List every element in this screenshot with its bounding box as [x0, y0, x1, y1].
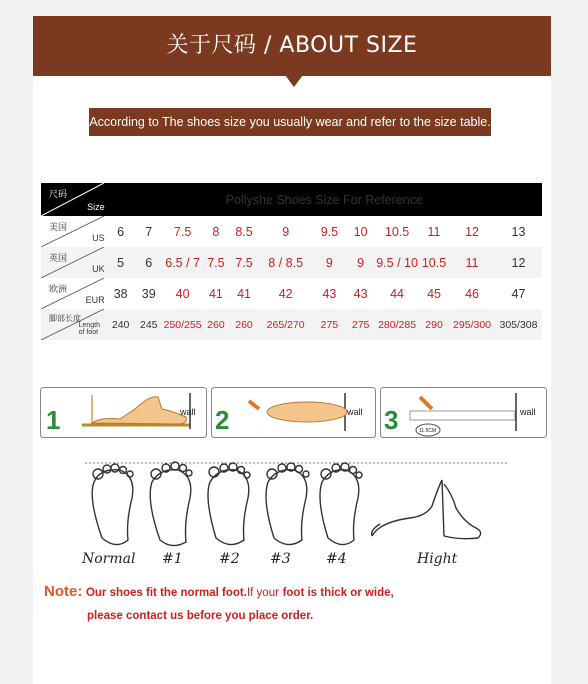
size-cell: 47	[511, 286, 526, 301]
row-header	[41, 278, 107, 309]
size-cell: 9	[282, 224, 290, 239]
size-cell: 260	[202, 309, 229, 340]
size-cell: 12	[495, 247, 542, 278]
size-cell: 41	[237, 286, 251, 301]
table-row	[41, 309, 542, 340]
foot-label-1: #1	[162, 551, 183, 567]
step-1-number: 1	[46, 405, 61, 435]
table-corner	[41, 183, 107, 216]
foot-label-3: #3	[270, 551, 291, 567]
foot-types-drawing	[80, 458, 520, 558]
size-cell: 12	[465, 224, 479, 239]
row-label-en: Length of foot	[78, 322, 101, 336]
size-cell: 9	[313, 247, 346, 278]
size-cell: 305/308	[495, 309, 542, 340]
step-1-panel	[40, 387, 208, 439]
foot-label-4: #4	[326, 551, 347, 567]
size-cell: 7.5	[202, 247, 229, 278]
note-text-c: foot is thick or wide,	[282, 587, 394, 599]
note-text-b: If your	[246, 587, 279, 599]
row-label-en: US	[92, 233, 105, 243]
step-3-badge: 11.5CM	[419, 428, 437, 434]
foot-label-normal: Normal	[82, 551, 136, 567]
size-cell: 9.5	[320, 224, 339, 239]
row-label-zh: 脚部长度	[49, 314, 81, 323]
step-3-number: 3	[384, 405, 399, 435]
size-cell: 7.5	[229, 247, 258, 278]
note-line-2: please contact us before you place order.	[87, 610, 314, 622]
size-cell: 42	[278, 286, 293, 301]
size-cell: 40	[175, 286, 190, 301]
size-cell: 7.5	[173, 224, 192, 239]
size-cell: 43	[353, 286, 368, 301]
table-title: Pollyshe Shoes Size For Reference	[107, 183, 542, 216]
size-table	[41, 183, 542, 340]
size-cell: 260	[229, 309, 258, 340]
size-cell: 7	[145, 224, 153, 239]
step-3-panel	[380, 387, 548, 439]
size-cell: 6	[135, 247, 163, 278]
note	[44, 583, 394, 600]
step-2-panel	[211, 387, 377, 439]
size-cell: 295/300	[449, 309, 495, 340]
note-text-a: Our shoes fit the normal foot.	[85, 587, 247, 599]
corner-label-en: Size	[87, 202, 105, 212]
size-cell: 245	[135, 309, 163, 340]
size-cell: 290	[419, 309, 449, 340]
row-label-zh: 欧洲	[49, 284, 68, 294]
table-row	[41, 247, 542, 278]
row-header	[41, 309, 107, 340]
header-title: 关于尺码 / ABOUT SIZE	[166, 33, 418, 58]
table-row	[41, 216, 542, 247]
size-cell: 45	[427, 286, 441, 301]
size-cell: 44	[390, 286, 405, 301]
row-label-en: UK	[92, 264, 105, 274]
size-cell: 6.5 / 7	[163, 247, 203, 278]
foot-label-hight: Hight	[417, 551, 458, 567]
size-cell: 9	[346, 247, 375, 278]
size-cell: 8 / 8.5	[259, 247, 313, 278]
size-cell: 11	[449, 247, 495, 278]
step-2-number: 2	[215, 405, 230, 435]
row-label-zh: 美国	[49, 222, 68, 232]
size-cell: 5	[107, 247, 135, 278]
size-cell: 10.5	[419, 247, 449, 278]
size-cell: 43	[322, 286, 337, 301]
step-1-wall: wall	[180, 407, 196, 417]
size-cell: 280/285	[375, 309, 419, 340]
size-cell: 265/270	[259, 309, 313, 340]
size-cell: 46	[465, 286, 479, 301]
section-header	[33, 16, 551, 76]
foot-label-2: #2	[219, 551, 240, 567]
row-header	[41, 216, 107, 247]
step-2-wall: wall	[347, 407, 363, 417]
size-cell: 9.5 / 10	[375, 247, 419, 278]
size-cell: 11	[427, 224, 441, 239]
size-cell: 6	[117, 224, 125, 239]
instruction-banner: According to The shoes size you usually wear and refer to the size table.	[89, 108, 491, 136]
size-cell: 41	[208, 286, 223, 301]
size-cell: 250/255	[163, 309, 203, 340]
row-header	[41, 247, 107, 278]
corner-label-zh: 尺码	[49, 189, 68, 199]
size-cell: 10	[353, 224, 368, 239]
size-cell: 10.5	[384, 224, 410, 239]
table-row	[41, 278, 542, 309]
note-label: Note:	[44, 583, 83, 600]
size-cell: 38	[113, 286, 128, 301]
size-cell: 275	[346, 309, 375, 340]
size-cell: 8	[212, 224, 220, 239]
size-cell: 275	[313, 309, 346, 340]
size-cell: 13	[511, 224, 526, 239]
header-notch	[285, 75, 303, 87]
row-label-zh: 英国	[49, 253, 68, 263]
row-label-en: EUR	[85, 295, 105, 305]
step-3-wall: wall	[520, 407, 536, 417]
size-cell: 240	[107, 309, 135, 340]
size-cell: 39	[141, 286, 156, 301]
size-cell: 8.5	[235, 224, 253, 239]
